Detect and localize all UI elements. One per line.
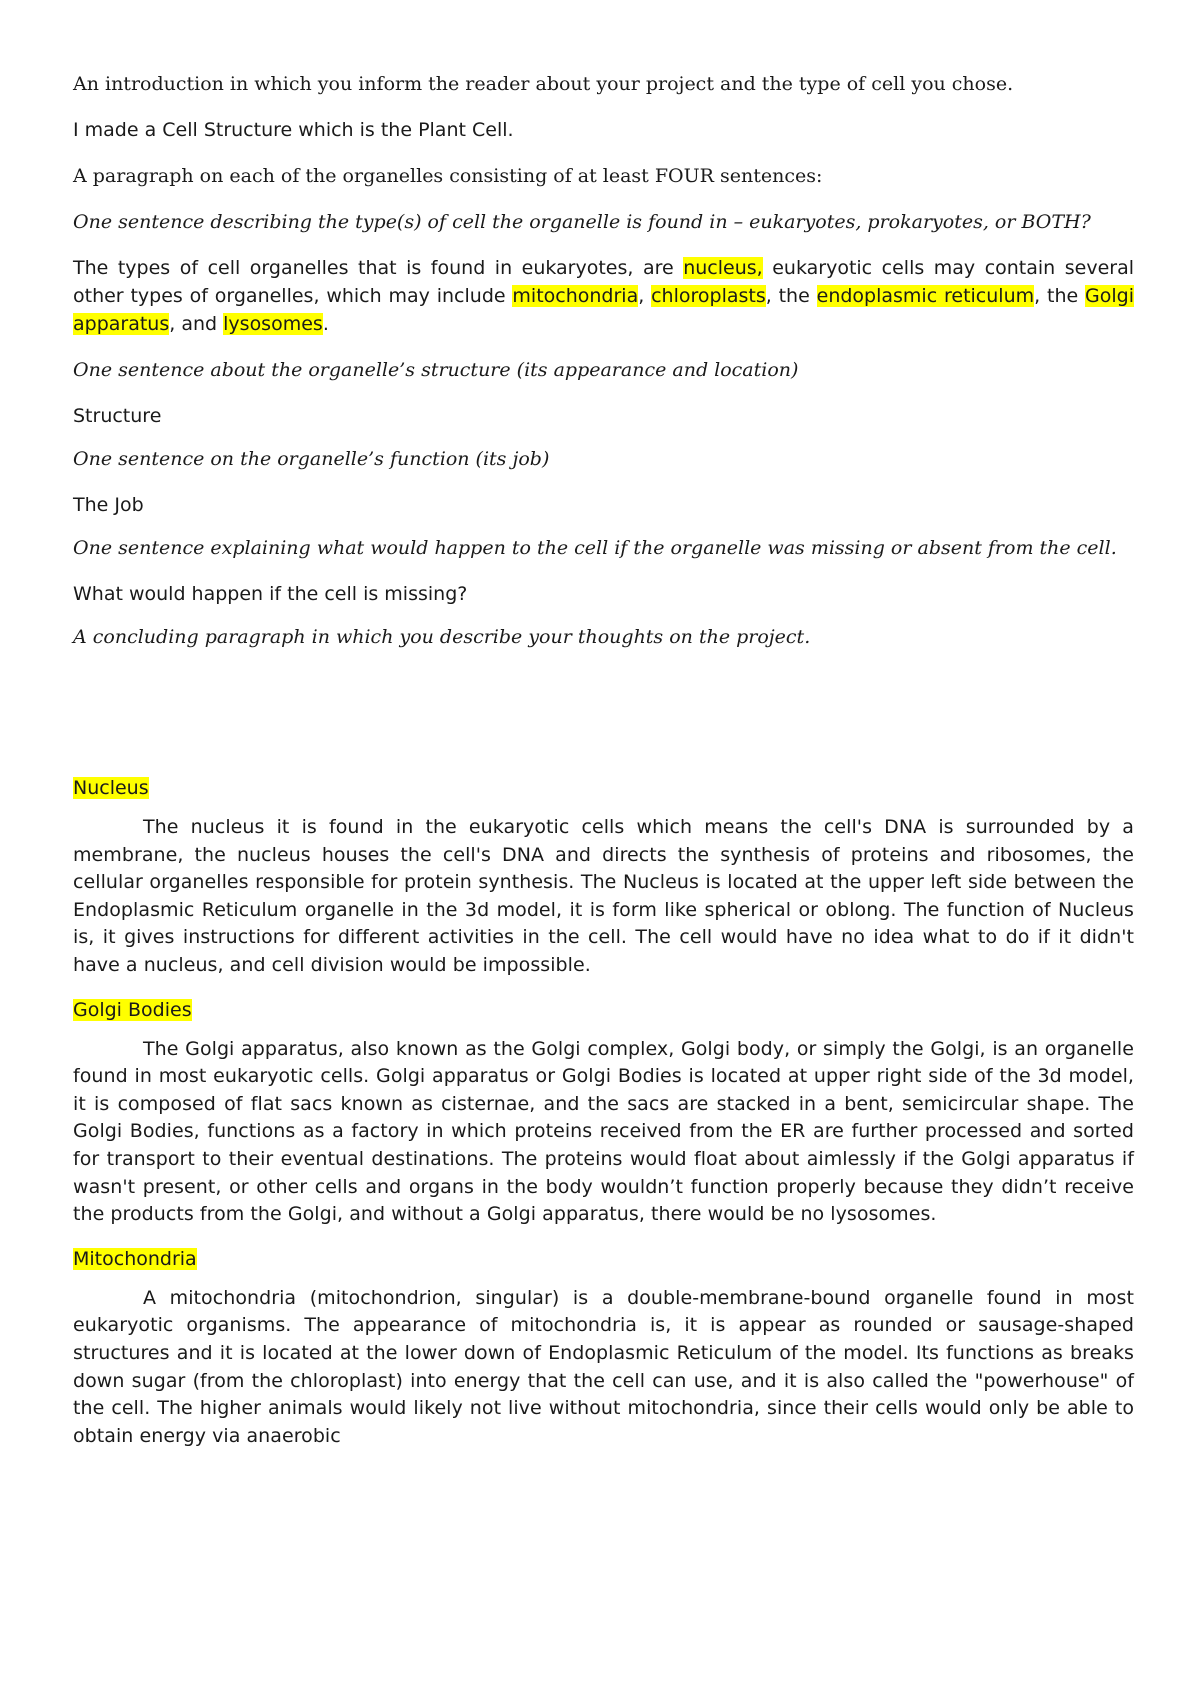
section-heading-nucleus-label: Nucleus — [73, 777, 149, 799]
organelle-prompt: A paragraph on each of the organelles consisting of at least FOUR sentences: — [73, 165, 823, 187]
section-heading-golgi — [73, 996, 1134, 1024]
type-answer-text-7: . — [322, 313, 329, 335]
missing-prompt: One sentence explaining what would happen to the cell if the organelle was missing or absent from the cell. — [73, 537, 1117, 559]
structure-prompt: One sentence about the organelle’s structure (its appearance and location) — [73, 359, 799, 381]
section-heading-mitochondria-label: Mitochondria — [73, 1247, 197, 1270]
highlight-chloroplasts: chloroplasts — [651, 285, 766, 307]
type-answer-text-4: , the — [765, 285, 817, 307]
highlight-lysosomes: lysosomes — [223, 313, 323, 335]
highlight-mitochondria: mitochondria — [512, 285, 639, 307]
intro-answer: I made a Cell Structure which is the Plant Cell. — [73, 119, 514, 141]
structure-answer: Structure — [73, 405, 162, 427]
section-body-mitochondria: A mitochondria (mitochondrion, singular) is a double-membrane-bound organelle found in most eukaryotic organisms. The appearance of mitochondria is, it is appear as rounded or sausage-shaped structures and it is located at the lower down of Endoplasmic Reticulum of the model. Its functions as breaks down sugar (from the chloroplast) into energy that the cell can use, and it is also called the "powerhouse" of the cell. The higher animals would likely not live without mitochondria, since their cells would only be able to obtain energy via anaerobic — [73, 1286, 1134, 1447]
type-answer-text-2: eukaryotic cells may contain several other types of organelles, which may include — [73, 257, 1134, 307]
type-prompt: One sentence describing the type(s) of cell the organelle is found in – eukaryotes, prokaryotes, or BOTH? — [73, 211, 1091, 233]
type-answer-text-1: The types of cell organelles that is found in eukaryotes, are — [73, 257, 684, 279]
conclusion-prompt: A concluding paragraph in which you describe your thoughts on the project. — [73, 626, 811, 648]
type-answer-text-6: , and — [169, 313, 224, 335]
intro-prompt: An introduction in which you inform the reader about your project and the type of cell you chose. — [73, 73, 1014, 95]
type-answer-text-3: , — [638, 285, 652, 307]
section-body-golgi: The Golgi apparatus, also known as the Golgi complex, Golgi body, or simply the Golgi, is an organelle found in most eukaryotic cells. Golgi apparatus or Golgi Bodies is located at upper right side of the 3d model, it is composed of flat sacs known as cisternae, and the sacs are stacked in a bent, semicircular shape. The Golgi Bodies, functions as a factory in which proteins received from the ER are further processed and sorted for transport to their eventual destinations. The proteins would float about aimlessly if the Golgi apparatus if wasn't present, or other cells and organs in the body wouldn’t function properly because they didn’t receive the products from the Golgi, and without a Golgi apparatus, there would be no lysosomes. — [73, 1037, 1134, 1226]
document-page — [73, 70, 1134, 1450]
section-body-nucleus: The nucleus it is found in the eukaryotic cells which means the cell's DNA is surrounded by a membrane, the nucleus houses the cell's DNA and directs the synthesis of proteins and ribosomes, the cellular organelles responsible for protein synthesis. The Nucleus is located at the upper left side between the Endoplasmic Reticulum organelle in the 3d model, it is form like spherical or oblong. The function of Nucleus is, it gives instructions for different activities in the cell. The cell would have no idea what to do if it didn't have a nucleus, and cell division would be impossible. — [73, 816, 1134, 976]
section-heading-nucleus — [73, 774, 1134, 802]
type-answer-text-5: , the — [1034, 285, 1086, 307]
function-prompt: One sentence on the organelle’s function (its job) — [73, 448, 550, 470]
section-heading-golgi-label: Golgi Bodies — [73, 998, 192, 1021]
missing-answer: What would happen if the cell is missing? — [73, 583, 468, 605]
section-heading-mitochondria — [73, 1245, 1134, 1273]
spacer — [73, 669, 1134, 774]
highlight-golgi-apparatus: Golgi apparatus — [73, 285, 1134, 335]
type-answer — [73, 254, 1134, 338]
highlight-endoplasmic-reticulum: endoplasmic reticulum — [816, 285, 1035, 307]
highlight-nucleus: nucleus, — [683, 257, 763, 279]
function-answer: The Job — [73, 494, 144, 516]
